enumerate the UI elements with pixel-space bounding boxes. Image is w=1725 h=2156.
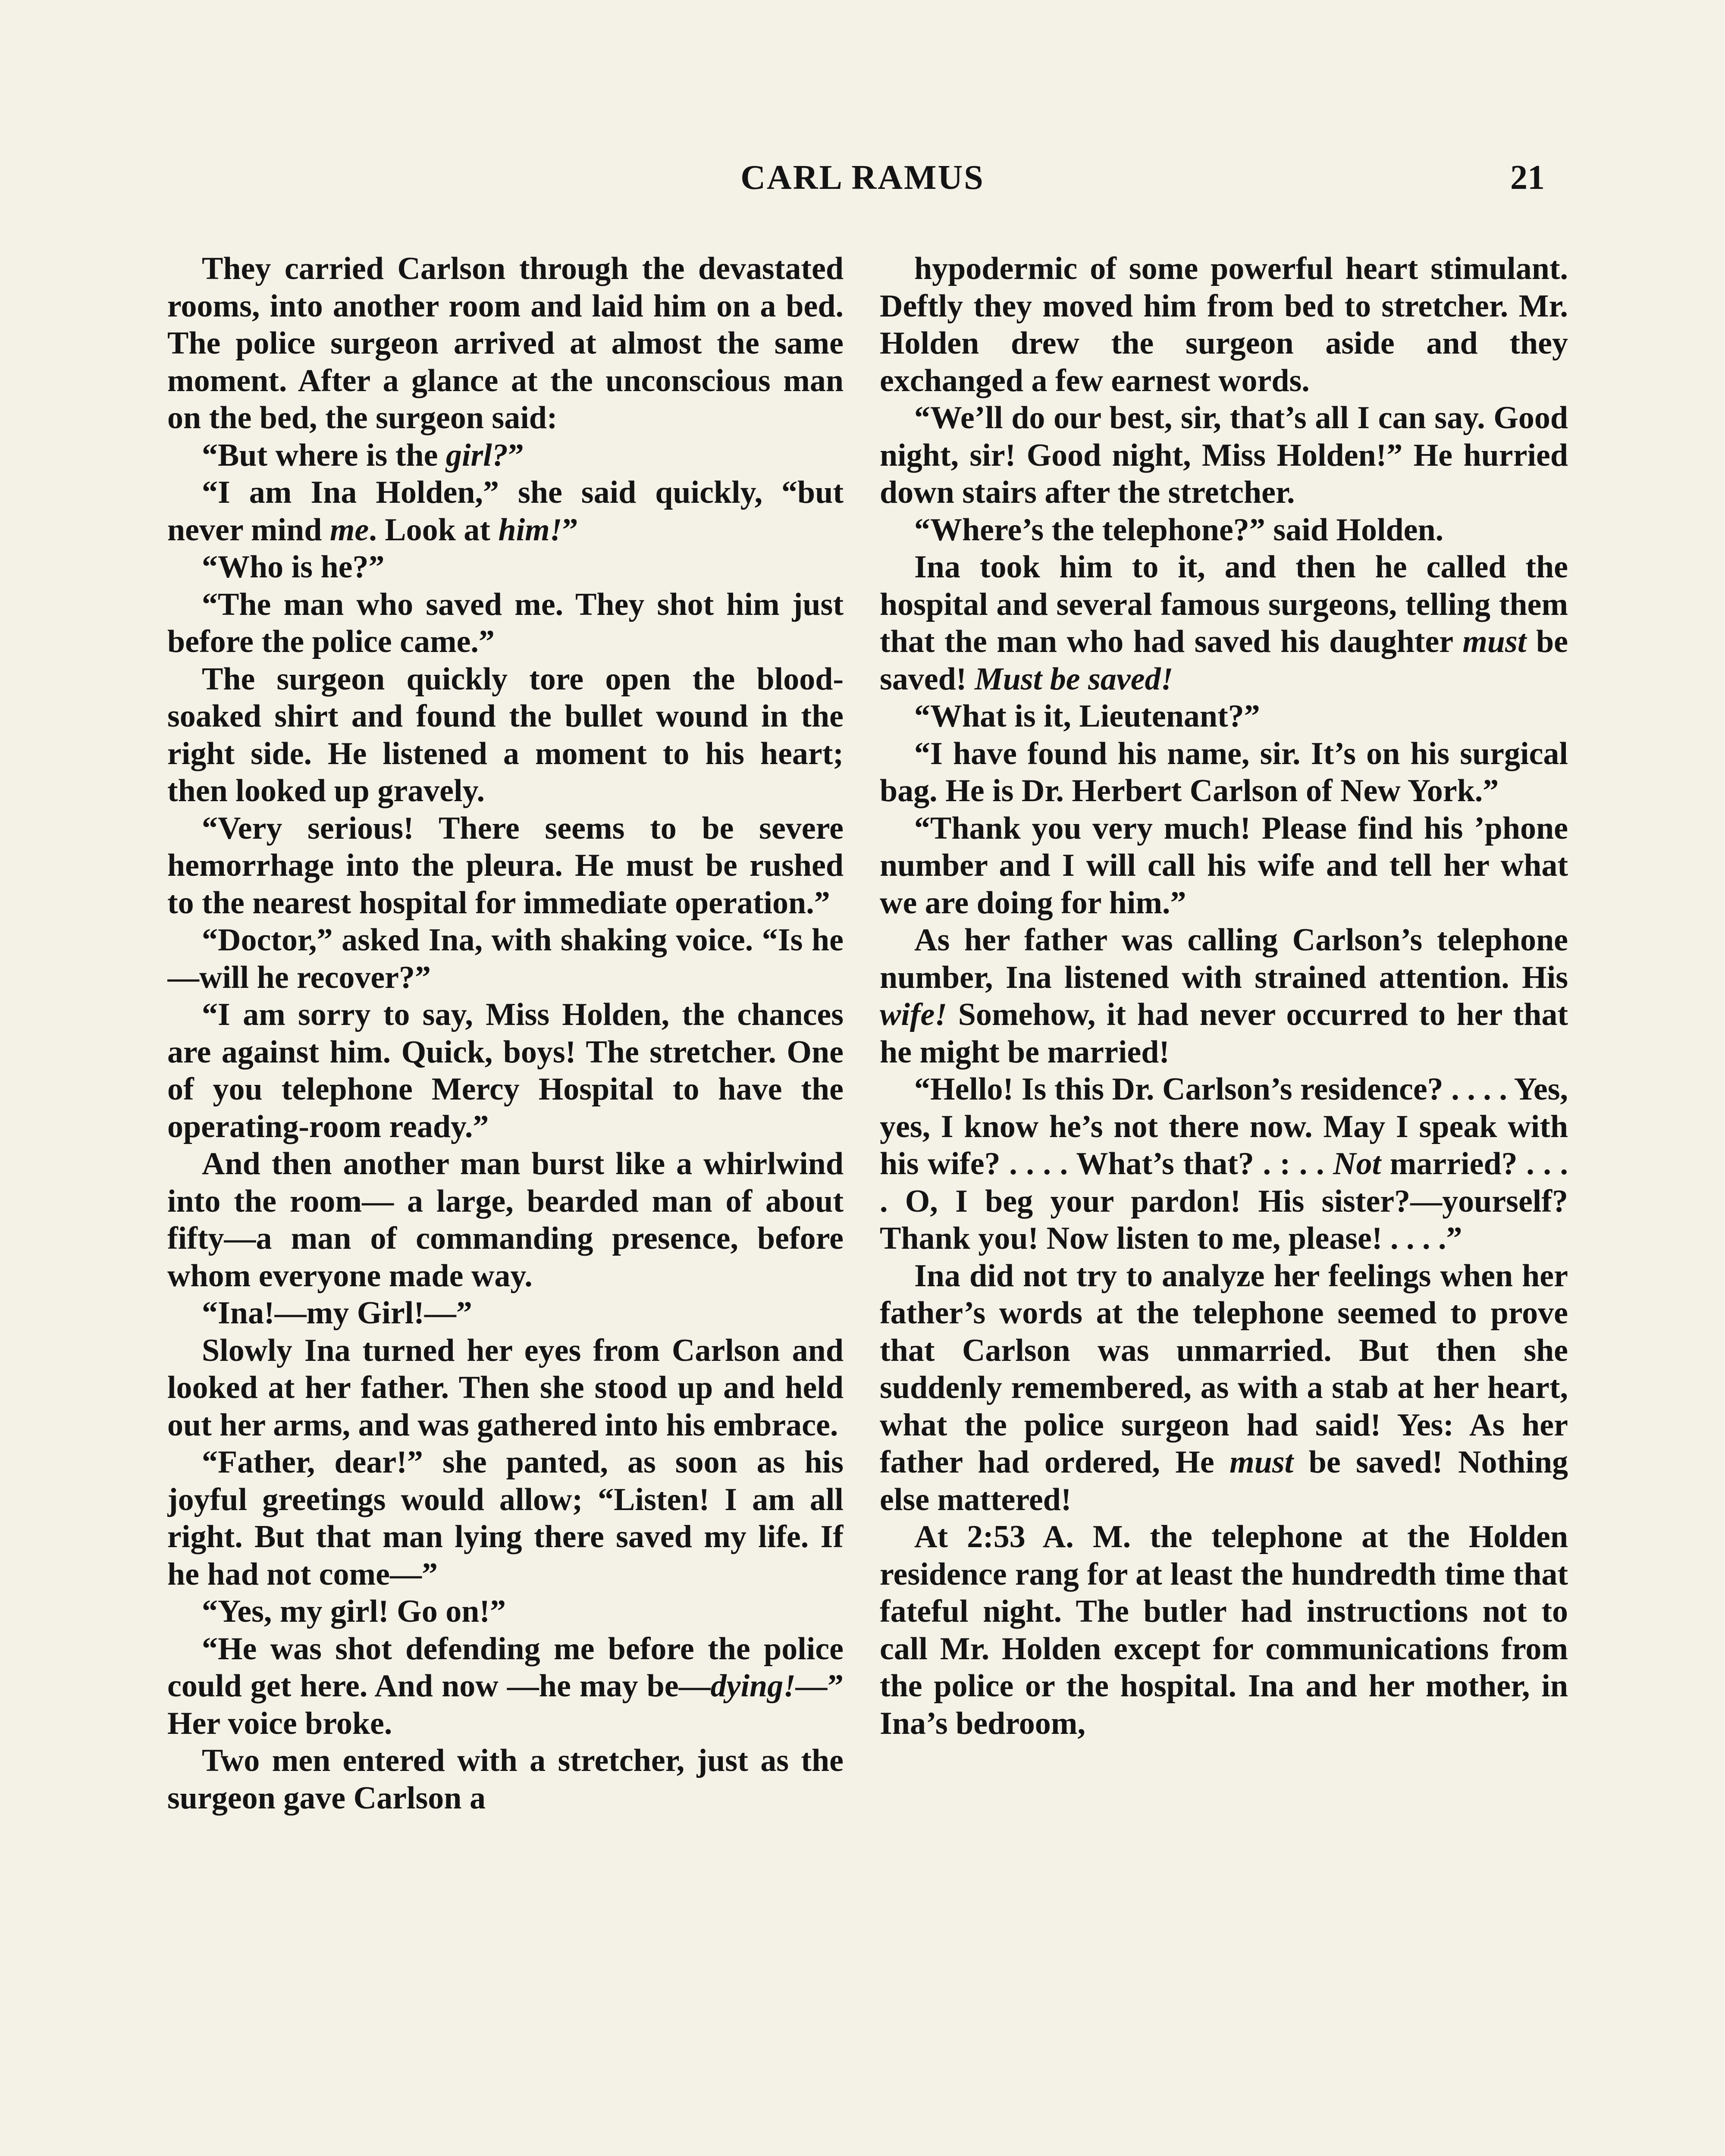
- paragraph: They carried Carlson through the devastated rooms, into another room and laid him on a bed. The police surgeon arrived at almost the same moment. After a glance at the unconscious man on the bed, the surgeon said:: [167, 251, 844, 436]
- paragraph: As her father was calling Carlson’s telephone number, Ina listened with strained attention. His wife! Somehow, it had never occurred to her that he might be married!: [880, 922, 1568, 1070]
- italic-emphasis: Not: [1333, 1146, 1381, 1181]
- paragraph: “What is it, Lieutenant?”: [914, 699, 1260, 734]
- italic-emphasis: me: [329, 512, 369, 548]
- paragraph: Ina took him to it, and then he called the hospital and several famous surgeons, telling them that the man who had saved his daughter must be saved! Must be saved!: [880, 549, 1568, 697]
- paragraph: “Father, dear!” she panted, as soon as his joyful greetings would allow; “Listen! I am all right. But that man lying there saved my life. If he had not come—”: [167, 1445, 844, 1592]
- text-column-right: [880, 250, 1568, 2156]
- italic-emphasis: dying!—: [710, 1668, 828, 1704]
- paragraph: The surgeon quickly tore open the blood-soaked shirt and found the bullet wound in the right side. He listened a moment to his heart; then looked up gravely.: [167, 661, 844, 808]
- paragraph: Ina did not try to analyze her feelings when her father’s words at the telephone seemed to prove that Carlson was unmarried. But then she suddenly remembered, as with a stab at her heart, what the police surgeon had said! Yes: As her father had ordered, He must be saved! Nothing else mattered!: [880, 1258, 1568, 1517]
- paragraph: “Hello! Is this Dr. Carlson’s residence? . . . . Yes, yes, I know he’s not there now. May I speak with his wife? . . . . What’s that? . : . . Not married? . . . . O, I beg your pardon! His sister?—yourself? Thank you! Now listen to me, please! . . . .”: [880, 1072, 1568, 1256]
- paragraph: Slowly Ina turned her eyes from Carlson and looked at her father. Then she stood up and held out her arms, and was gathered into his embrace.: [167, 1332, 844, 1443]
- paragraph: “I have found his name, sir. It’s on his surgical bag. He is Dr. Herbert Carlson of New York.”: [880, 736, 1568, 808]
- paragraph: “Where’s the telephone?” said Holden.: [914, 512, 1444, 548]
- running-title: CARL RAMUS: [740, 159, 985, 197]
- italic-emphasis: Must be saved!: [974, 661, 1173, 697]
- italic-emphasis: must: [1229, 1445, 1294, 1480]
- page-number: 21: [1510, 159, 1545, 197]
- paragraph: Two men entered with a stretcher, just as the surgeon gave Carlson a: [167, 1743, 844, 1816]
- paragraph: “I am Ina Holden,” she said quickly, “but never mind me. Look at him!”: [167, 475, 844, 548]
- paragraph: “Thank you very much! Please find his ’phone number and I will call his wife and tell her what we are doing for him.”: [880, 810, 1568, 921]
- paragraph: “We’ll do our best, sir, that’s all I can say. Good night, sir! Good night, Miss Holden!” He hurried down stairs after the stretcher.: [880, 400, 1568, 510]
- paragraph: “Doctor,” asked Ina, with shaking voice. “Is he—will he recover?”: [167, 922, 844, 995]
- paragraph: “But where is the girl?”: [202, 437, 524, 473]
- paragraph: “Very serious! There seems to be severe hemorrhage into the pleura. He must be rushed to the nearest hospital for immediate operation.”: [167, 810, 844, 921]
- italic-emphasis: must: [1462, 624, 1527, 659]
- paragraph: And then another man burst like a whirlwind into the room— a large, bearded man of about fifty—a man of commanding presence, before whom everyone made way.: [167, 1146, 844, 1294]
- italic-emphasis: wife!: [880, 997, 947, 1032]
- italic-emphasis: girl?: [445, 437, 508, 473]
- italic-emphasis: him!: [498, 512, 562, 548]
- paragraph: “Who is he?”: [202, 549, 385, 585]
- text-column-left: [167, 250, 844, 2156]
- paragraph: “He was shot defending me before the police could get here. And now —he may be—dying!—” Her voice broke.: [167, 1631, 844, 1741]
- paragraph: “Yes, my girl! Go on!”: [202, 1594, 506, 1629]
- paragraph: “I am sorry to say, Miss Holden, the chances are against him. Quick, boys! The stretcher. One of you telephone Mercy Hospital to have the operating-room ready.”: [167, 997, 844, 1144]
- paragraph: At 2:53 A. M. the telephone at the Holden residence rang for at least the hundredth time that fateful night. The butler had instructions not to call Mr. Holden except for communications from the police or the hospital. Ina and her mother, in Ina’s bedroom,: [880, 1519, 1568, 1741]
- paragraph: hypodermic of some powerful heart stimulant. Deftly they moved him from bed to stretcher. Mr. Holden drew the surgeon aside and they exchanged a few earnest words.: [880, 251, 1568, 398]
- paragraph: “Ina!—my Girl!—”: [202, 1295, 472, 1331]
- paragraph: “The man who saved me. They shot him just before the police came.”: [167, 586, 844, 659]
